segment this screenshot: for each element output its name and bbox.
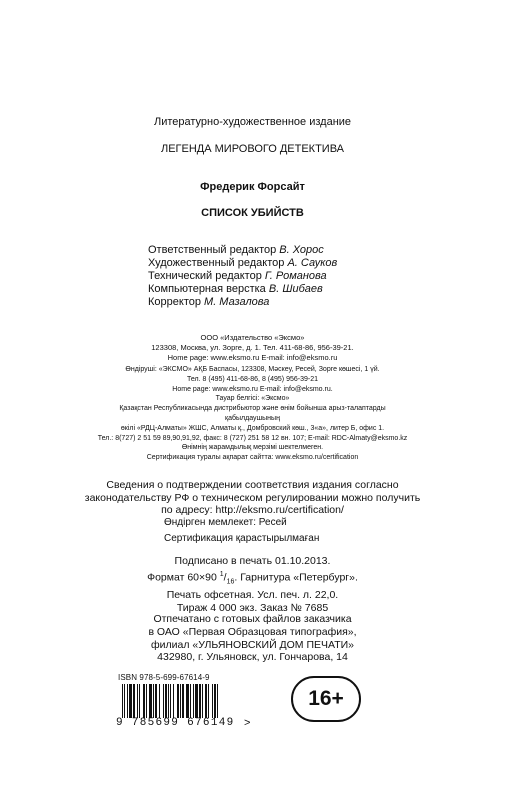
kz-line: Өндіруші: «ЭКСМО» АҚБ Баспасы, 123308, Мәскеу, Ресей, Зорге көшесі, 1 үй. (125, 366, 380, 373)
credit-person: М. Мазалова (204, 296, 270, 308)
certification-block (0, 479, 505, 517)
credit-person: В. Шибаев (268, 283, 323, 295)
kz-line: Тел. 8 (495) 411-68-86, 8 (495) 956-39-21 (187, 375, 318, 383)
certification-line: законодательству РФ о техническом регулировании можно получить (84, 491, 421, 504)
certification-kz: Сертификация қарастырылмаған (164, 533, 320, 544)
printer-line: Отпечатано с готовых файлов заказчика (153, 613, 352, 625)
credits-block (148, 244, 337, 309)
credit-role: Художественный редактор (148, 257, 285, 269)
printer-line: филиал «УЛЬЯНОВСКИЙ ДОМ ПЕЧАТИ» (150, 638, 355, 651)
printer-line: 432980, г. Ульяновск, ул. Гончарова, 14 (157, 651, 348, 664)
certification-line: по адресу: http://eksmo.ru/certification/ (161, 504, 344, 516)
kz-line: қабылдаушының (225, 414, 280, 422)
format-denominator: 16 (226, 578, 235, 586)
print-run: Тираж 4 000 экз. Заказ № 7685 (176, 601, 329, 614)
kz-line: өкілі «РДЦ-Алматы» ЖШС, Алматы қ., Домбровский көш., 3«а», литер Б, офис 1. (120, 424, 385, 432)
author-name: Фредерик Форсайт (200, 181, 305, 193)
credit-person: А. Сауков (287, 257, 338, 269)
format-suffix: . Гарнитура «Петербург». (234, 571, 358, 584)
kz-line: Home page: www.eksmo.ru E-mail: info@eksmo.ru. (172, 385, 333, 393)
barcode-digits: 9 785699 676149 (116, 717, 235, 729)
barcode (116, 673, 256, 731)
credit-role: Ответственный редактор (148, 244, 277, 256)
kz-line: Қазақстан Республикасында дистрибьютор және өнім бойынша арыз-талаптарды (119, 405, 386, 413)
format-line: Формат 60×90 $^1/_{16}$. Гарнитура «Петербург». (147, 571, 358, 586)
print-type: Печать офсетная. Усл. печ. л. 22,0. (166, 588, 339, 601)
kz-line: Тауар белгісі: «Эксмо» (215, 395, 290, 403)
series-title: ЛЕГЕНДА МИРОВОГО ДЕТЕКТИВА (160, 143, 345, 155)
publisher-line: 123308, Москва, ул. Зорге, д. 1. Тел. 411-68-86, 956-39-21. (151, 343, 354, 352)
format-prefix: Формат 60×90 (147, 571, 220, 584)
isbn-label: ISBN 978-5-699-67614-9 (118, 673, 210, 682)
kz-line: Өнімнің жарамдылық мерзімі шектелмеген. (181, 444, 324, 452)
credit-role: Корректор (148, 296, 201, 308)
publisher-line: ООО «Издательство «Эксмо» (200, 333, 305, 342)
printer-block (0, 613, 505, 664)
printer-line: в ОАО «Первая Образцовая типография», (148, 625, 357, 638)
credit-line (148, 257, 337, 270)
age-rating-badge: 16+ (291, 676, 361, 722)
format-numerator: 1 (219, 571, 224, 578)
signed-date: Подписано в печать 01.10.2013. (174, 555, 331, 567)
kz-line: Тел.: 8(727) 2 51 59 89,90,91,92, факс: 8 (727) 251 58 12 вн. 107; E-mail: RDC-Almaty@eksmo.kz (97, 434, 408, 442)
publisher-block (0, 333, 505, 363)
credit-person: Г. Романова (264, 270, 327, 282)
publisher-kz-block (0, 365, 505, 463)
credit-person: В. Хорос (279, 244, 324, 256)
credit-line (148, 283, 337, 296)
barcode-icon (122, 684, 248, 718)
edition-type: Литературно-художественное издание (153, 116, 352, 128)
credit-role: Компьютерная верстка (148, 283, 266, 295)
credit-line (148, 244, 337, 257)
credit-line (148, 296, 337, 309)
origin-country: Өндірген мемлекет: Ресей (164, 517, 287, 528)
publisher-line: Home page: www.eksmo.ru E-mail: info@eksmo.ru (167, 353, 338, 362)
print-info-block (0, 555, 505, 615)
kz-line: Сертификация туралы ақпарат сайтта: www.eksmo.ru/certification (146, 454, 359, 462)
certification-line: Сведения о подтверждении соответствия издания согласно (106, 479, 399, 491)
credit-role: Технический редактор (148, 270, 262, 282)
barcode-arrow: > (244, 717, 251, 729)
credit-line (148, 270, 337, 283)
book-title: СПИСОК УБИЙСТВ (201, 207, 304, 219)
